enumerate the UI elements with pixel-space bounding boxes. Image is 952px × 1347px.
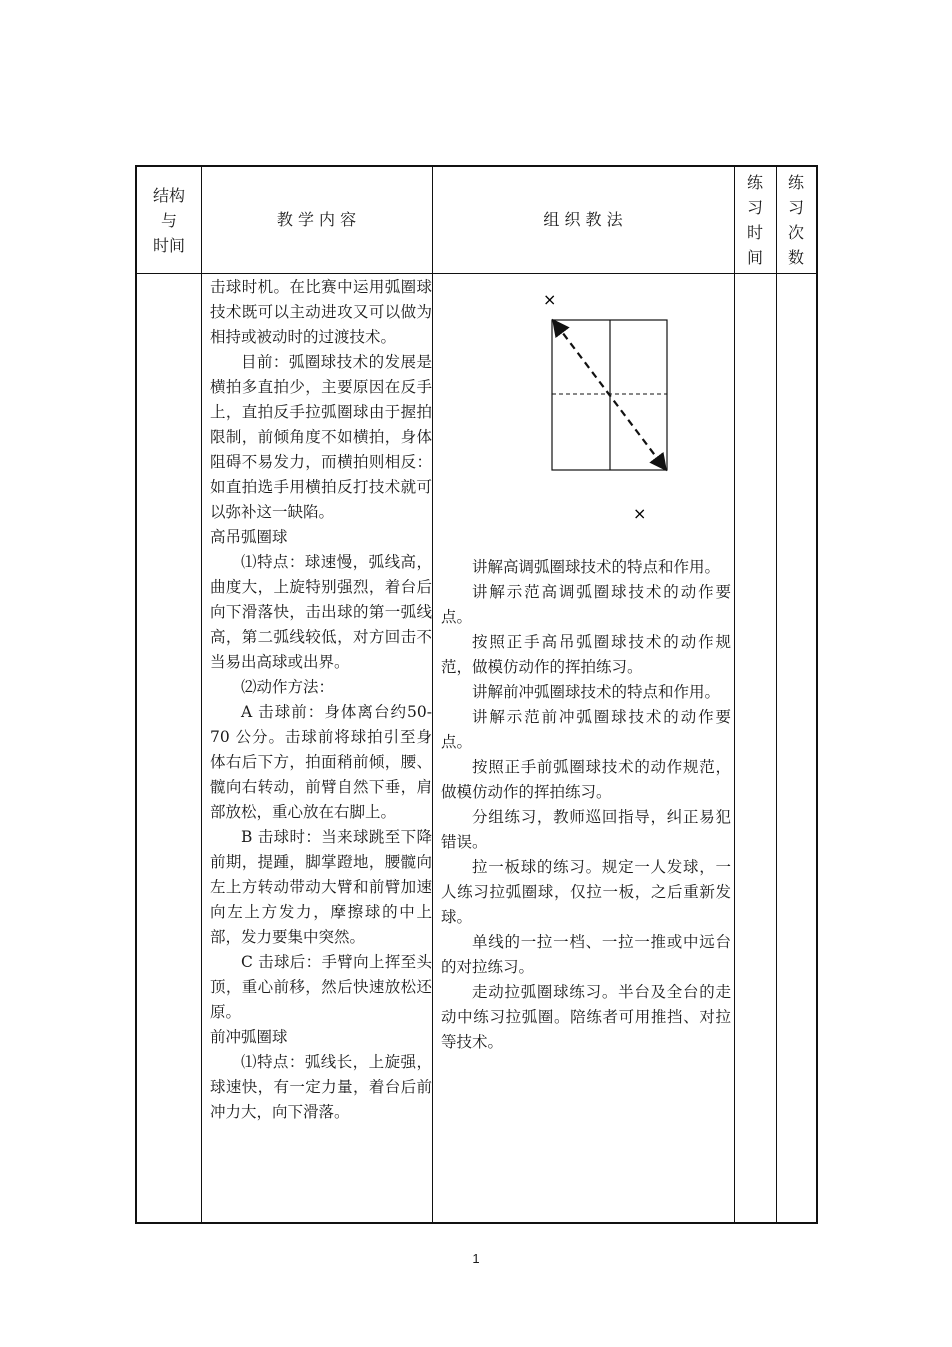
content-paragraph: 击球时机。在比赛中运用弧圈球技术既可以主动进攻又可以做为相持或被动时的过渡技术。 bbox=[210, 278, 432, 346]
table-tennis-court-diagram bbox=[537, 287, 677, 527]
content-paragraph: B 击球时：当来球跳至下降前期，提踵，脚掌蹬地，腰髋向左上方转动带动大臂和前臂加速向左上方发力，摩擦球的中上部，发力要集中突然。 bbox=[210, 828, 432, 946]
content-paragraph: ⑴特点：球速慢，弧线高，曲度大，上旋特别强烈，着台后向下滑落快，击出球的第一弧线高，第二弧线较低，对方回击不当易出高球或出界。 bbox=[210, 553, 432, 671]
teaching-content-cell bbox=[210, 275, 432, 1125]
content-heading: 前冲弧圈球 bbox=[210, 1028, 288, 1046]
method-paragraph: 拉一板球的练习。规定一人发球，一人练习拉弧圈球，仅拉一板，之后重新发球。 bbox=[441, 858, 731, 926]
content-paragraph: A 击球前：身体离台约50-70 公分。击球前将球拍引至身体右后下方，拍面稍前倾，腰、髋向右转动，前臂自然下垂，肩部放松，重心放在右脚上。 bbox=[210, 703, 432, 821]
header-practice-count: 练 习 次 数 bbox=[787, 173, 804, 267]
content-paragraph: ⑴特点：弧线长，上旋强，球速快，有一定力量，着台后前冲力大，向下滑落。 bbox=[210, 1053, 432, 1121]
organization-method-cell bbox=[441, 555, 731, 1055]
lesson-plan-table bbox=[135, 165, 818, 1224]
method-paragraph: 按照正手高吊弧圈球技术的动作规范，做模仿动作的挥拍练习。 bbox=[441, 633, 731, 676]
method-paragraph: 讲解高调弧圈球技术的特点和作用。 bbox=[472, 558, 721, 576]
header-teaching-content: 教 学 内 容 bbox=[276, 210, 357, 229]
method-paragraph: 讲解示范高调弧圈球技术的动作要点。 bbox=[441, 583, 731, 626]
player-marker-bottom: × bbox=[633, 504, 647, 523]
method-paragraph: 分组练习，教师巡回指导，纠正易犯错误。 bbox=[441, 808, 731, 851]
method-paragraph: 单线的一拉一档、一拉一推或中远台的对拉练习。 bbox=[441, 933, 731, 976]
header-divider bbox=[137, 273, 816, 274]
column-divider bbox=[734, 167, 735, 1222]
method-paragraph: 按照正手前弧圈球技术的动作规范，做模仿动作的挥拍练习。 bbox=[441, 758, 731, 801]
content-paragraph: 目前：弧圈球技术的发展是横拍多直拍少，主要原因在反手上，直拍反手拉弧圈球由于握拍限制，前倾角度不如横拍，身体阻碍不易发力，而横拍则相反：如直拍选手用横拍反打技术就可以弥补这一缺陷。 bbox=[210, 353, 432, 521]
column-divider bbox=[432, 167, 433, 1222]
header-organization-method: 组 织 教 法 bbox=[543, 210, 623, 229]
player-marker-top: × bbox=[543, 290, 557, 309]
header-structure-time: 结构 与 时间 bbox=[152, 185, 185, 255]
content-paragraph: C 击球后：手臂向上挥至头顶，重心前移，然后快速放松还原。 bbox=[210, 953, 432, 1021]
content-paragraph: ⑵动作方法： bbox=[241, 678, 335, 696]
page-number: 1 bbox=[472, 1251, 480, 1266]
method-paragraph: 走动拉弧圈球练习。半台及全台的走动中练习拉弧圈。陪练者可用推挡、对拉等技术。 bbox=[441, 983, 731, 1051]
method-paragraph: 讲解前冲弧圈球技术的特点和作用。 bbox=[472, 683, 721, 701]
column-divider bbox=[776, 167, 777, 1222]
content-heading: 高吊弧圈球 bbox=[210, 528, 288, 546]
header-practice-time: 练 习 时 间 bbox=[746, 173, 763, 267]
method-paragraph: 讲解示范前冲弧圈球技术的动作要点。 bbox=[441, 708, 731, 751]
column-divider bbox=[201, 167, 202, 1222]
